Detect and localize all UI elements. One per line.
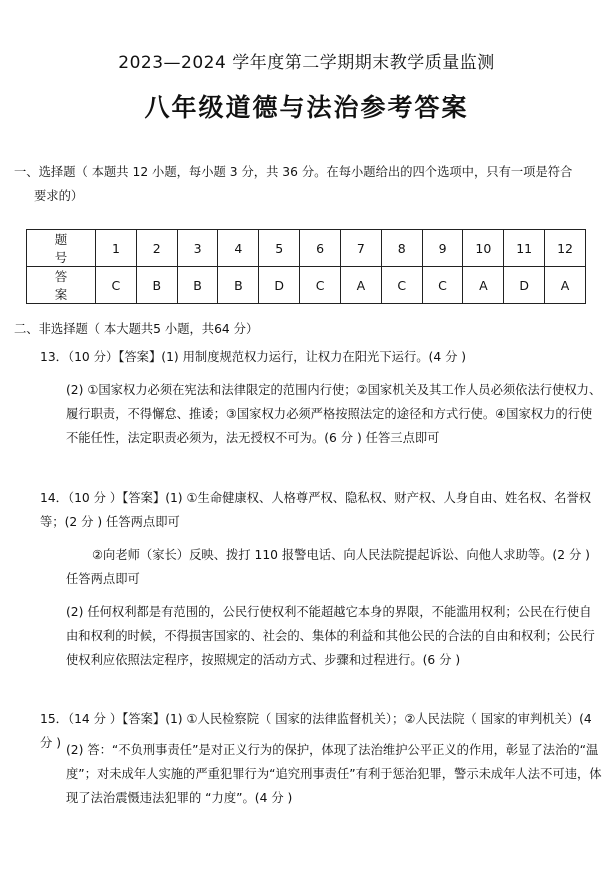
table-cell: B bbox=[136, 267, 177, 304]
table-cell: 3 bbox=[177, 230, 218, 267]
document-title: 八年级道德与法治参考答案 bbox=[144, 93, 469, 122]
row-label-answer: 答 案 bbox=[27, 267, 96, 304]
section1-heading bbox=[14, 160, 606, 208]
table-cell: A bbox=[545, 267, 586, 304]
section1-heading-line1: 一、选择题（ 本题共 12 小题，每小题 3 分，共 36 分。在每小题给出的四个选项中，只有一项是符合 bbox=[14, 165, 573, 179]
table-cell: C bbox=[381, 267, 422, 304]
table-cell: 10 bbox=[463, 230, 504, 267]
table-cell: B bbox=[177, 267, 218, 304]
table-row-answers bbox=[27, 267, 586, 304]
table-cell: 7 bbox=[340, 230, 381, 267]
table-cell: 5 bbox=[259, 230, 300, 267]
q14-part1b-text: ②向老师（家长）反映、拨打 110 报警电话、向人民法院提起诉讼、向他人求助等。(2 分 ) 任答两点即可 bbox=[66, 548, 590, 586]
q15-answer-part1: 15．（14 分 ）【答案】(1) ①人民检察院（ 国家的法律监督机关）；②人民法院（ 国家的审判机关）(4 分 ) bbox=[40, 712, 592, 750]
table-cell: 6 bbox=[300, 230, 341, 267]
table-row-numbers bbox=[27, 230, 586, 267]
row-label-number: 题 号 bbox=[27, 230, 96, 267]
table-cell: 4 bbox=[218, 230, 259, 267]
table-cell: 9 bbox=[422, 230, 463, 267]
table-cell: C bbox=[96, 267, 137, 304]
section2-heading: 二、非选择题（ 本大题共5 小题，共64 分） bbox=[14, 322, 259, 336]
table-cell: C bbox=[422, 267, 463, 304]
q14-answer-part2: (2) 任何权利都是有范围的，公民行使权利不能超越它本身的界限，不能滥用权利；公民在行使自由和权利的时候，不得损害国家的、社会的、集体的利益和其他公民的合法的自由和权利；公民行使权利应依照法定程序，按照规定的活动方式、步骤和过程进行。(6 分 ) bbox=[66, 605, 595, 667]
q14-answer-part1b bbox=[66, 543, 602, 591]
table-cell: 12 bbox=[545, 230, 586, 267]
table-cell: A bbox=[463, 267, 504, 304]
table-cell: A bbox=[340, 267, 381, 304]
table-cell: B bbox=[218, 267, 259, 304]
answer-table bbox=[26, 229, 586, 304]
q14-answer-part1: 14．（10 分 ）【答案】(1) ①生命健康权、人格尊严权、隐私权、财产权、人身自由、姓名权、名誉权等；(2 分 ) 任答两点即可 bbox=[40, 491, 592, 529]
q15-answer-part2: (2) 答：“不负刑事责任”是对正义行为的保护，体现了法治维护公平正义的作用，彰显了法治的“温度”；对未成年人实施的严重犯罪行为“追究刑事责任”有利于惩治犯罪，警示未成年人法不可违，体现了法治震慑违法犯罪的 “力度”。(4 分 ) bbox=[66, 743, 602, 805]
q13-answer-part1: 13．（10 分）【答案】(1) 用制度规范权力运行，让权力在阳光下运行。(4 分 ) bbox=[40, 350, 467, 364]
table-cell: C bbox=[300, 267, 341, 304]
table-cell: 11 bbox=[504, 230, 545, 267]
table-cell: 8 bbox=[381, 230, 422, 267]
exam-title: 2023—2024 学年度第二学期期末教学质量监测 bbox=[118, 53, 495, 73]
section1-heading-line2: 要求的） bbox=[34, 189, 84, 203]
table-cell: D bbox=[504, 267, 545, 304]
q13-answer-part2: (2) ①国家权力必须在宪法和法律限定的范围内行使；②国家机关及其工作人员必须依法行使权力、履行职责，不得懈怠、推诿；③国家权力必须严格按照法定的途径和方式行使。④国家权力的行使不能任性，法定职责必须为，法无授权不可为。(6 分 ) 任答三点即可 bbox=[66, 383, 602, 445]
table-cell: 1 bbox=[96, 230, 137, 267]
table-cell: 2 bbox=[136, 230, 177, 267]
table-cell: D bbox=[259, 267, 300, 304]
